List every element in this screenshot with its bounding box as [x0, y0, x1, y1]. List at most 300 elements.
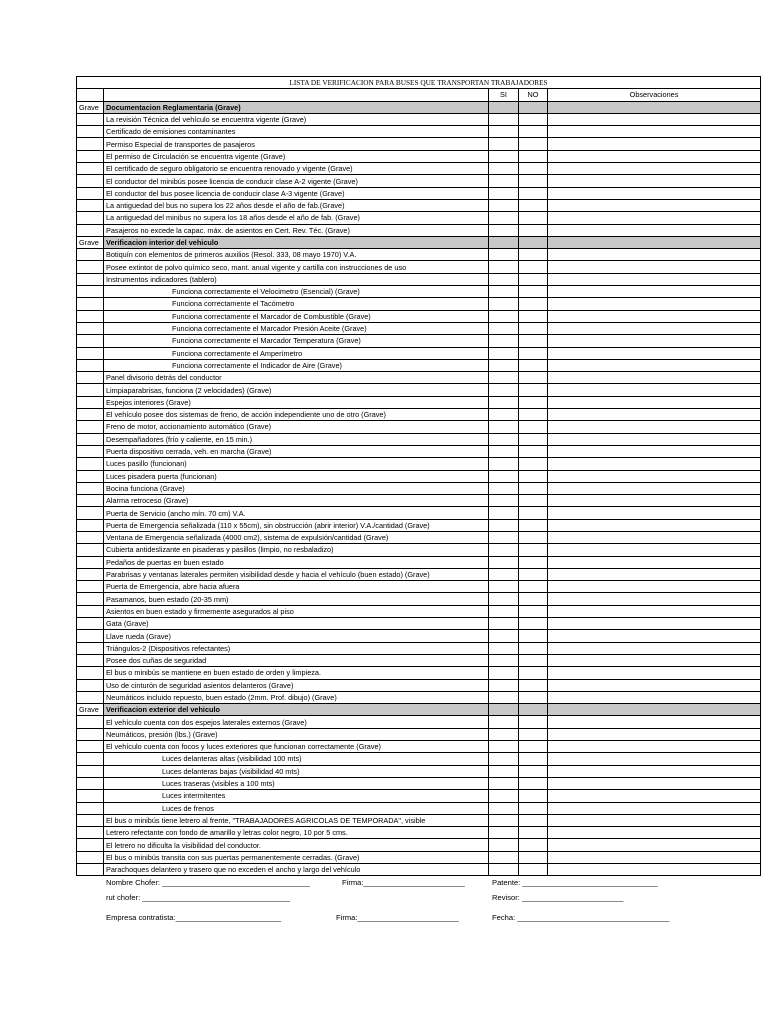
no-checkbox-cell[interactable] [519, 175, 548, 187]
no-checkbox-cell[interactable] [519, 421, 548, 433]
si-checkbox-cell[interactable] [489, 531, 519, 543]
no-checkbox-cell[interactable] [519, 495, 548, 507]
item-text: Puerta de Emergencia señalizada (110 x 55cm), sin obstrucción (abrir interior) V.A./cantidad (Grave) [104, 519, 489, 531]
observations-cell[interactable] [548, 458, 761, 470]
observations-cell[interactable] [548, 507, 761, 519]
checklist-row [77, 667, 761, 679]
grade-cell [77, 372, 104, 384]
si-checkbox-cell[interactable] [489, 286, 519, 298]
observations-cell[interactable] [548, 224, 761, 236]
si-checkbox-cell[interactable] [489, 642, 519, 654]
si-checkbox-cell[interactable] [489, 507, 519, 519]
si-checkbox-cell[interactable] [489, 433, 519, 445]
si-checkbox-cell[interactable] [489, 273, 519, 285]
observations-cell[interactable] [548, 199, 761, 211]
no-checkbox-cell[interactable] [519, 187, 548, 199]
observations-cell[interactable] [548, 568, 761, 580]
grade-cell [77, 335, 104, 347]
no-checkbox-cell[interactable] [519, 630, 548, 642]
observations-cell[interactable] [548, 827, 761, 839]
no-checkbox-cell[interactable] [519, 372, 548, 384]
item-text: Panel divisorio detrás del conductor [104, 372, 489, 384]
observations-cell[interactable] [548, 261, 761, 273]
no-checkbox-cell[interactable] [519, 458, 548, 470]
observations-cell[interactable] [548, 728, 761, 740]
checklist-row [77, 728, 761, 740]
no-checkbox-cell[interactable] [519, 199, 548, 211]
si-checkbox-cell[interactable] [489, 556, 519, 568]
no-checkbox-cell[interactable] [519, 851, 548, 863]
grade-cell [77, 396, 104, 408]
observations-cell[interactable] [548, 249, 761, 261]
item-text: Bocina funciona (Grave) [104, 482, 489, 494]
si-checkbox-cell[interactable] [489, 445, 519, 457]
observations-cell[interactable] [548, 753, 761, 765]
observations-cell[interactable] [548, 544, 761, 556]
grade-cell [77, 642, 104, 654]
item-text: El bus o minibús se mantiene en buen estado de orden y limpieza. [104, 667, 489, 679]
checklist-row [77, 679, 761, 691]
observations-cell[interactable] [548, 642, 761, 654]
item-text: Parachoques delantero y trasero que no exceden el ancho y largo del vehículo [104, 864, 489, 876]
grade-cell [77, 765, 104, 777]
observations-cell[interactable] [548, 212, 761, 224]
si-checkbox-cell[interactable] [489, 384, 519, 396]
observations-cell[interactable] [548, 113, 761, 125]
item-text: Luces delanteras bajas (visibilidad 40 mts) [104, 765, 489, 777]
no-checkbox-cell[interactable] [519, 113, 548, 125]
grade-cell [77, 298, 104, 310]
item-text: Pedaños de puertas en buen estado [104, 556, 489, 568]
si-checkbox-cell[interactable] [489, 568, 519, 580]
checklist-row [77, 372, 761, 384]
no-checkbox-cell[interactable] [519, 531, 548, 543]
section-header [77, 704, 761, 716]
no-checkbox-cell[interactable] [519, 433, 548, 445]
checklist-row [77, 495, 761, 507]
observations-cell[interactable] [548, 286, 761, 298]
no-checkbox-cell[interactable] [519, 310, 548, 322]
checklist-row [77, 630, 761, 642]
observations-cell[interactable] [548, 802, 761, 814]
no-checkbox-cell[interactable] [519, 347, 548, 359]
section-grade-label: Grave [77, 101, 104, 113]
checklist-row [77, 581, 761, 593]
item-text: Funciona correctamente el Marcador de Combustible (Grave) [104, 310, 489, 322]
no-checkbox-cell[interactable] [519, 212, 548, 224]
grade-cell [77, 273, 104, 285]
si-checkbox-cell[interactable] [489, 310, 519, 322]
no-checkbox-cell[interactable] [519, 864, 548, 876]
checklist-row [77, 273, 761, 285]
item-text: Gata (Grave) [104, 618, 489, 630]
grade-cell [77, 741, 104, 753]
si-checkbox-cell[interactable] [489, 347, 519, 359]
section-no-cell [519, 101, 548, 113]
observations-cell[interactable] [548, 716, 761, 728]
si-checkbox-cell[interactable] [489, 654, 519, 666]
checklist-row [77, 556, 761, 568]
checklist-row [77, 654, 761, 666]
si-checkbox-cell[interactable] [489, 630, 519, 642]
item-text: Posee extintor de polvo químico seco, mant. anual vigente y cartilla con instrucciones de uso [104, 261, 489, 273]
checklist-row [77, 765, 761, 777]
observations-cell[interactable] [548, 741, 761, 753]
observations-cell[interactable] [548, 298, 761, 310]
grade-cell [77, 618, 104, 630]
driver-name-field[interactable]: Nombre Chofer: ___________________________________ [106, 878, 310, 887]
no-checkbox-cell[interactable] [519, 359, 548, 371]
no-checkbox-cell[interactable] [519, 667, 548, 679]
reviewer-field[interactable]: Revisor: ________________________ [492, 893, 624, 902]
si-checkbox-cell[interactable] [489, 359, 519, 371]
no-checkbox-cell[interactable] [519, 593, 548, 605]
grade-cell [77, 814, 104, 826]
observations-cell[interactable] [548, 409, 761, 421]
no-checkbox-cell[interactable] [519, 409, 548, 421]
si-checkbox-cell[interactable] [489, 187, 519, 199]
grade-cell [77, 691, 104, 703]
grade-cell [77, 310, 104, 322]
si-checkbox-cell[interactable] [489, 741, 519, 753]
grade-cell [77, 507, 104, 519]
observations-cell[interactable] [548, 359, 761, 371]
grade-cell [77, 728, 104, 740]
item-text: Funciona correctamente el Amperímetro [104, 347, 489, 359]
observations-cell[interactable] [548, 679, 761, 691]
no-checkbox-cell[interactable] [519, 802, 548, 814]
item-text: El vehículo cuenta con dos espejos laterales externos (Grave) [104, 716, 489, 728]
grade-cell [77, 593, 104, 605]
no-checkbox-cell[interactable] [519, 790, 548, 802]
si-checkbox-cell[interactable] [489, 470, 519, 482]
si-checkbox-cell[interactable] [489, 458, 519, 470]
si-checkbox-cell[interactable] [489, 261, 519, 273]
checklist-row [77, 482, 761, 494]
item-text: Espejos interiores (Grave) [104, 396, 489, 408]
si-checkbox-cell[interactable] [489, 150, 519, 162]
grade-cell [77, 790, 104, 802]
observations-cell[interactable] [548, 495, 761, 507]
observations-cell[interactable] [548, 814, 761, 826]
grade-cell [77, 286, 104, 298]
si-checkbox-cell[interactable] [489, 199, 519, 211]
observations-cell[interactable] [548, 667, 761, 679]
no-checkbox-cell[interactable] [519, 618, 548, 630]
si-checkbox-cell[interactable] [489, 753, 519, 765]
no-checkbox-cell[interactable] [519, 322, 548, 334]
si-checkbox-cell[interactable] [489, 667, 519, 679]
no-checkbox-cell[interactable] [519, 261, 548, 273]
no-checkbox-cell[interactable] [519, 556, 548, 568]
no-checkbox-cell[interactable] [519, 716, 548, 728]
observations-cell[interactable] [548, 433, 761, 445]
section-grade-label: Grave [77, 236, 104, 248]
checklist-row [77, 335, 761, 347]
observations-cell[interactable] [548, 384, 761, 396]
observations-cell[interactable] [548, 777, 761, 789]
no-checkbox-cell[interactable] [519, 728, 548, 740]
grade-cell [77, 421, 104, 433]
si-checkbox-cell[interactable] [489, 851, 519, 863]
checklist-row [77, 384, 761, 396]
si-checkbox-cell[interactable] [489, 175, 519, 187]
si-checkbox-cell[interactable] [489, 372, 519, 384]
no-checkbox-cell[interactable] [519, 839, 548, 851]
item-text: Llave rueda (Grave) [104, 630, 489, 642]
si-checkbox-cell[interactable] [489, 864, 519, 876]
si-checkbox-cell[interactable] [489, 249, 519, 261]
no-checkbox-cell[interactable] [519, 814, 548, 826]
si-checkbox-cell[interactable] [489, 519, 519, 531]
no-checkbox-cell[interactable] [519, 581, 548, 593]
si-checkbox-cell[interactable] [489, 593, 519, 605]
observations-cell[interactable] [548, 654, 761, 666]
observations-cell[interactable] [548, 470, 761, 482]
si-checkbox-cell[interactable] [489, 777, 519, 789]
grade-cell [77, 839, 104, 851]
si-checkbox-cell[interactable] [489, 716, 519, 728]
item-text: Puerta de Emergencia, abre hacia afuera [104, 581, 489, 593]
observations-cell[interactable] [548, 765, 761, 777]
checklist-row [77, 531, 761, 543]
checklist-row [77, 827, 761, 839]
license-plate-field[interactable]: Patente: ________________________________ [492, 878, 658, 887]
no-checkbox-cell[interactable] [519, 163, 548, 175]
si-checkbox-cell[interactable] [489, 691, 519, 703]
grade-cell [77, 199, 104, 211]
section-header [77, 236, 761, 248]
no-checkbox-cell[interactable] [519, 605, 548, 617]
grade-cell [77, 433, 104, 445]
si-checkbox-cell[interactable] [489, 814, 519, 826]
grade-cell [77, 384, 104, 396]
si-checkbox-cell[interactable] [489, 113, 519, 125]
driver-signature-field[interactable]: Firma:________________________ [342, 878, 465, 887]
si-checkbox-cell[interactable] [489, 212, 519, 224]
observations-cell[interactable] [548, 519, 761, 531]
si-checkbox-cell[interactable] [489, 581, 519, 593]
grade-cell [77, 753, 104, 765]
contractor-field[interactable]: Empresa contratista:_________________________ [106, 913, 282, 922]
checklist-row [77, 298, 761, 310]
grade-cell [77, 187, 104, 199]
item-text: Puerta dispositivo cerrada, veh. en marcha (Grave) [104, 445, 489, 457]
observations-cell[interactable] [548, 445, 761, 457]
grade-cell [77, 519, 104, 531]
checklist-row [77, 839, 761, 851]
driver-rut-field[interactable]: rut chofer: ___________________________________ [106, 893, 291, 902]
observations-cell[interactable] [548, 864, 761, 876]
no-checkbox-cell[interactable] [519, 753, 548, 765]
si-checkbox-cell[interactable] [489, 827, 519, 839]
checklist-row [77, 187, 761, 199]
no-checkbox-cell[interactable] [519, 765, 548, 777]
item-text: El letrero no dificulta la visibilidad del conductor. [104, 839, 489, 851]
si-checkbox-cell[interactable] [489, 728, 519, 740]
si-checkbox-cell[interactable] [489, 224, 519, 236]
observations-cell[interactable] [548, 593, 761, 605]
checklist-row [77, 163, 761, 175]
checklist-row [77, 138, 761, 150]
no-checkbox-cell[interactable] [519, 249, 548, 261]
observations-cell[interactable] [548, 618, 761, 630]
no-checkbox-cell[interactable] [519, 568, 548, 580]
grade-cell [77, 556, 104, 568]
no-checkbox-cell[interactable] [519, 827, 548, 839]
si-checkbox-cell[interactable] [489, 605, 519, 617]
item-text: Instrumentos indicadores (tablero) [104, 273, 489, 285]
observations-cell[interactable] [548, 396, 761, 408]
no-checkbox-cell[interactable] [519, 384, 548, 396]
observations-cell[interactable] [548, 175, 761, 187]
si-checkbox-cell[interactable] [489, 138, 519, 150]
grade-cell [77, 667, 104, 679]
observations-cell[interactable] [548, 581, 761, 593]
item-text: Ventana de Emergencia señalizada (4000 cm2), sistema de expulsión/cantidad (Grave) [104, 531, 489, 543]
grade-cell [77, 261, 104, 273]
checklist-row [77, 224, 761, 236]
checklist-row [77, 409, 761, 421]
si-checkbox-cell[interactable] [489, 482, 519, 494]
no-checkbox-cell[interactable] [519, 544, 548, 556]
si-checkbox-cell[interactable] [489, 396, 519, 408]
observations-cell[interactable] [548, 163, 761, 175]
si-checkbox-cell[interactable] [489, 298, 519, 310]
no-checkbox-cell[interactable] [519, 507, 548, 519]
checklist-row [77, 814, 761, 826]
no-checkbox-cell[interactable] [519, 519, 548, 531]
col-obs-header: Observaciones [548, 89, 761, 101]
observations-cell[interactable] [548, 187, 761, 199]
no-checkbox-cell[interactable] [519, 691, 548, 703]
checklist-row [77, 396, 761, 408]
no-checkbox-cell[interactable] [519, 777, 548, 789]
no-checkbox-cell[interactable] [519, 224, 548, 236]
si-checkbox-cell[interactable] [489, 544, 519, 556]
si-checkbox-cell[interactable] [489, 765, 519, 777]
item-text: Alarma retroceso (Grave) [104, 495, 489, 507]
observations-cell[interactable] [548, 138, 761, 150]
no-checkbox-cell[interactable] [519, 286, 548, 298]
observations-cell[interactable] [548, 482, 761, 494]
item-text: Puerta de Servicio (ancho mín. 70 cm) V.A. [104, 507, 489, 519]
section-si-cell [489, 236, 519, 248]
col-no-header: NO [519, 89, 548, 101]
grade-cell [77, 827, 104, 839]
section-title: Verificacion interior del vehiculo [104, 236, 489, 248]
observations-cell[interactable] [548, 126, 761, 138]
observations-cell[interactable] [548, 347, 761, 359]
checklist-row [77, 642, 761, 654]
observations-cell[interactable] [548, 150, 761, 162]
item-text: Funciona correctamente el Tacómetro [104, 298, 489, 310]
checklist-row [77, 113, 761, 125]
si-checkbox-cell[interactable] [489, 802, 519, 814]
checklist-row [77, 458, 761, 470]
no-checkbox-cell[interactable] [519, 298, 548, 310]
observations-cell[interactable] [548, 335, 761, 347]
grade-cell [77, 544, 104, 556]
checklist-table [76, 76, 761, 876]
observations-cell[interactable] [548, 531, 761, 543]
checklist-row [77, 519, 761, 531]
checklist-row [77, 433, 761, 445]
checklist-row [77, 347, 761, 359]
checklist-row [77, 322, 761, 334]
item-text: Funciona correctamente el Indicador de Aire (Grave) [104, 359, 489, 371]
si-checkbox-cell[interactable] [489, 421, 519, 433]
no-checkbox-cell[interactable] [519, 335, 548, 347]
si-checkbox-cell[interactable] [489, 790, 519, 802]
grade-cell [77, 679, 104, 691]
no-checkbox-cell[interactable] [519, 654, 548, 666]
no-checkbox-cell[interactable] [519, 482, 548, 494]
no-checkbox-cell[interactable] [519, 150, 548, 162]
si-checkbox-cell[interactable] [489, 409, 519, 421]
no-checkbox-cell[interactable] [519, 138, 548, 150]
observations-cell[interactable] [548, 839, 761, 851]
observations-cell[interactable] [548, 790, 761, 802]
date-field[interactable]: Fecha: ____________________________________ [492, 913, 670, 922]
grade-cell [77, 470, 104, 482]
observations-cell[interactable] [548, 421, 761, 433]
section-si-cell [489, 101, 519, 113]
observations-cell[interactable] [548, 630, 761, 642]
checklist-row [77, 605, 761, 617]
si-checkbox-cell[interactable] [489, 335, 519, 347]
observations-cell[interactable] [548, 556, 761, 568]
observations-cell[interactable] [548, 372, 761, 384]
no-checkbox-cell[interactable] [519, 273, 548, 285]
observations-cell[interactable] [548, 605, 761, 617]
si-checkbox-cell[interactable] [489, 322, 519, 334]
grade-cell [77, 359, 104, 371]
contractor-signature-field[interactable]: Firma:________________________ [336, 913, 459, 922]
checklist-row [77, 212, 761, 224]
no-checkbox-cell[interactable] [519, 642, 548, 654]
item-text: Luces delanteras altas (visibilidad 100 mts) [104, 753, 489, 765]
observations-cell[interactable] [548, 322, 761, 334]
grade-cell [77, 531, 104, 543]
section-grade-label: Grave [77, 704, 104, 716]
item-text: El vehículo posee dos sistemas de freno, de acción independiente uno de otro (Grave) [104, 409, 489, 421]
no-checkbox-cell[interactable] [519, 445, 548, 457]
si-checkbox-cell[interactable] [489, 839, 519, 851]
no-checkbox-cell[interactable] [519, 470, 548, 482]
no-checkbox-cell[interactable] [519, 396, 548, 408]
observations-cell[interactable] [548, 273, 761, 285]
no-checkbox-cell[interactable] [519, 679, 548, 691]
si-checkbox-cell[interactable] [489, 163, 519, 175]
observations-cell[interactable] [548, 851, 761, 863]
observations-cell[interactable] [548, 310, 761, 322]
section-header [77, 101, 761, 113]
observations-cell[interactable] [548, 691, 761, 703]
no-checkbox-cell[interactable] [519, 741, 548, 753]
no-checkbox-cell[interactable] [519, 126, 548, 138]
si-checkbox-cell[interactable] [489, 495, 519, 507]
grade-cell [77, 802, 104, 814]
item-text: Triángulos-2 (Dispositivos refectantes) [104, 642, 489, 654]
item-text: La antiguedad del minibus no supera los 18 años desde el año de fab. (Grave) [104, 212, 489, 224]
item-text: Luces de frenos [104, 802, 489, 814]
si-checkbox-cell[interactable] [489, 126, 519, 138]
item-text: El vehículo cuenta con focos y luces exteriores que funcionan correctamente (Grave) [104, 741, 489, 753]
checklist-row [77, 618, 761, 630]
si-checkbox-cell[interactable] [489, 679, 519, 691]
si-checkbox-cell[interactable] [489, 618, 519, 630]
